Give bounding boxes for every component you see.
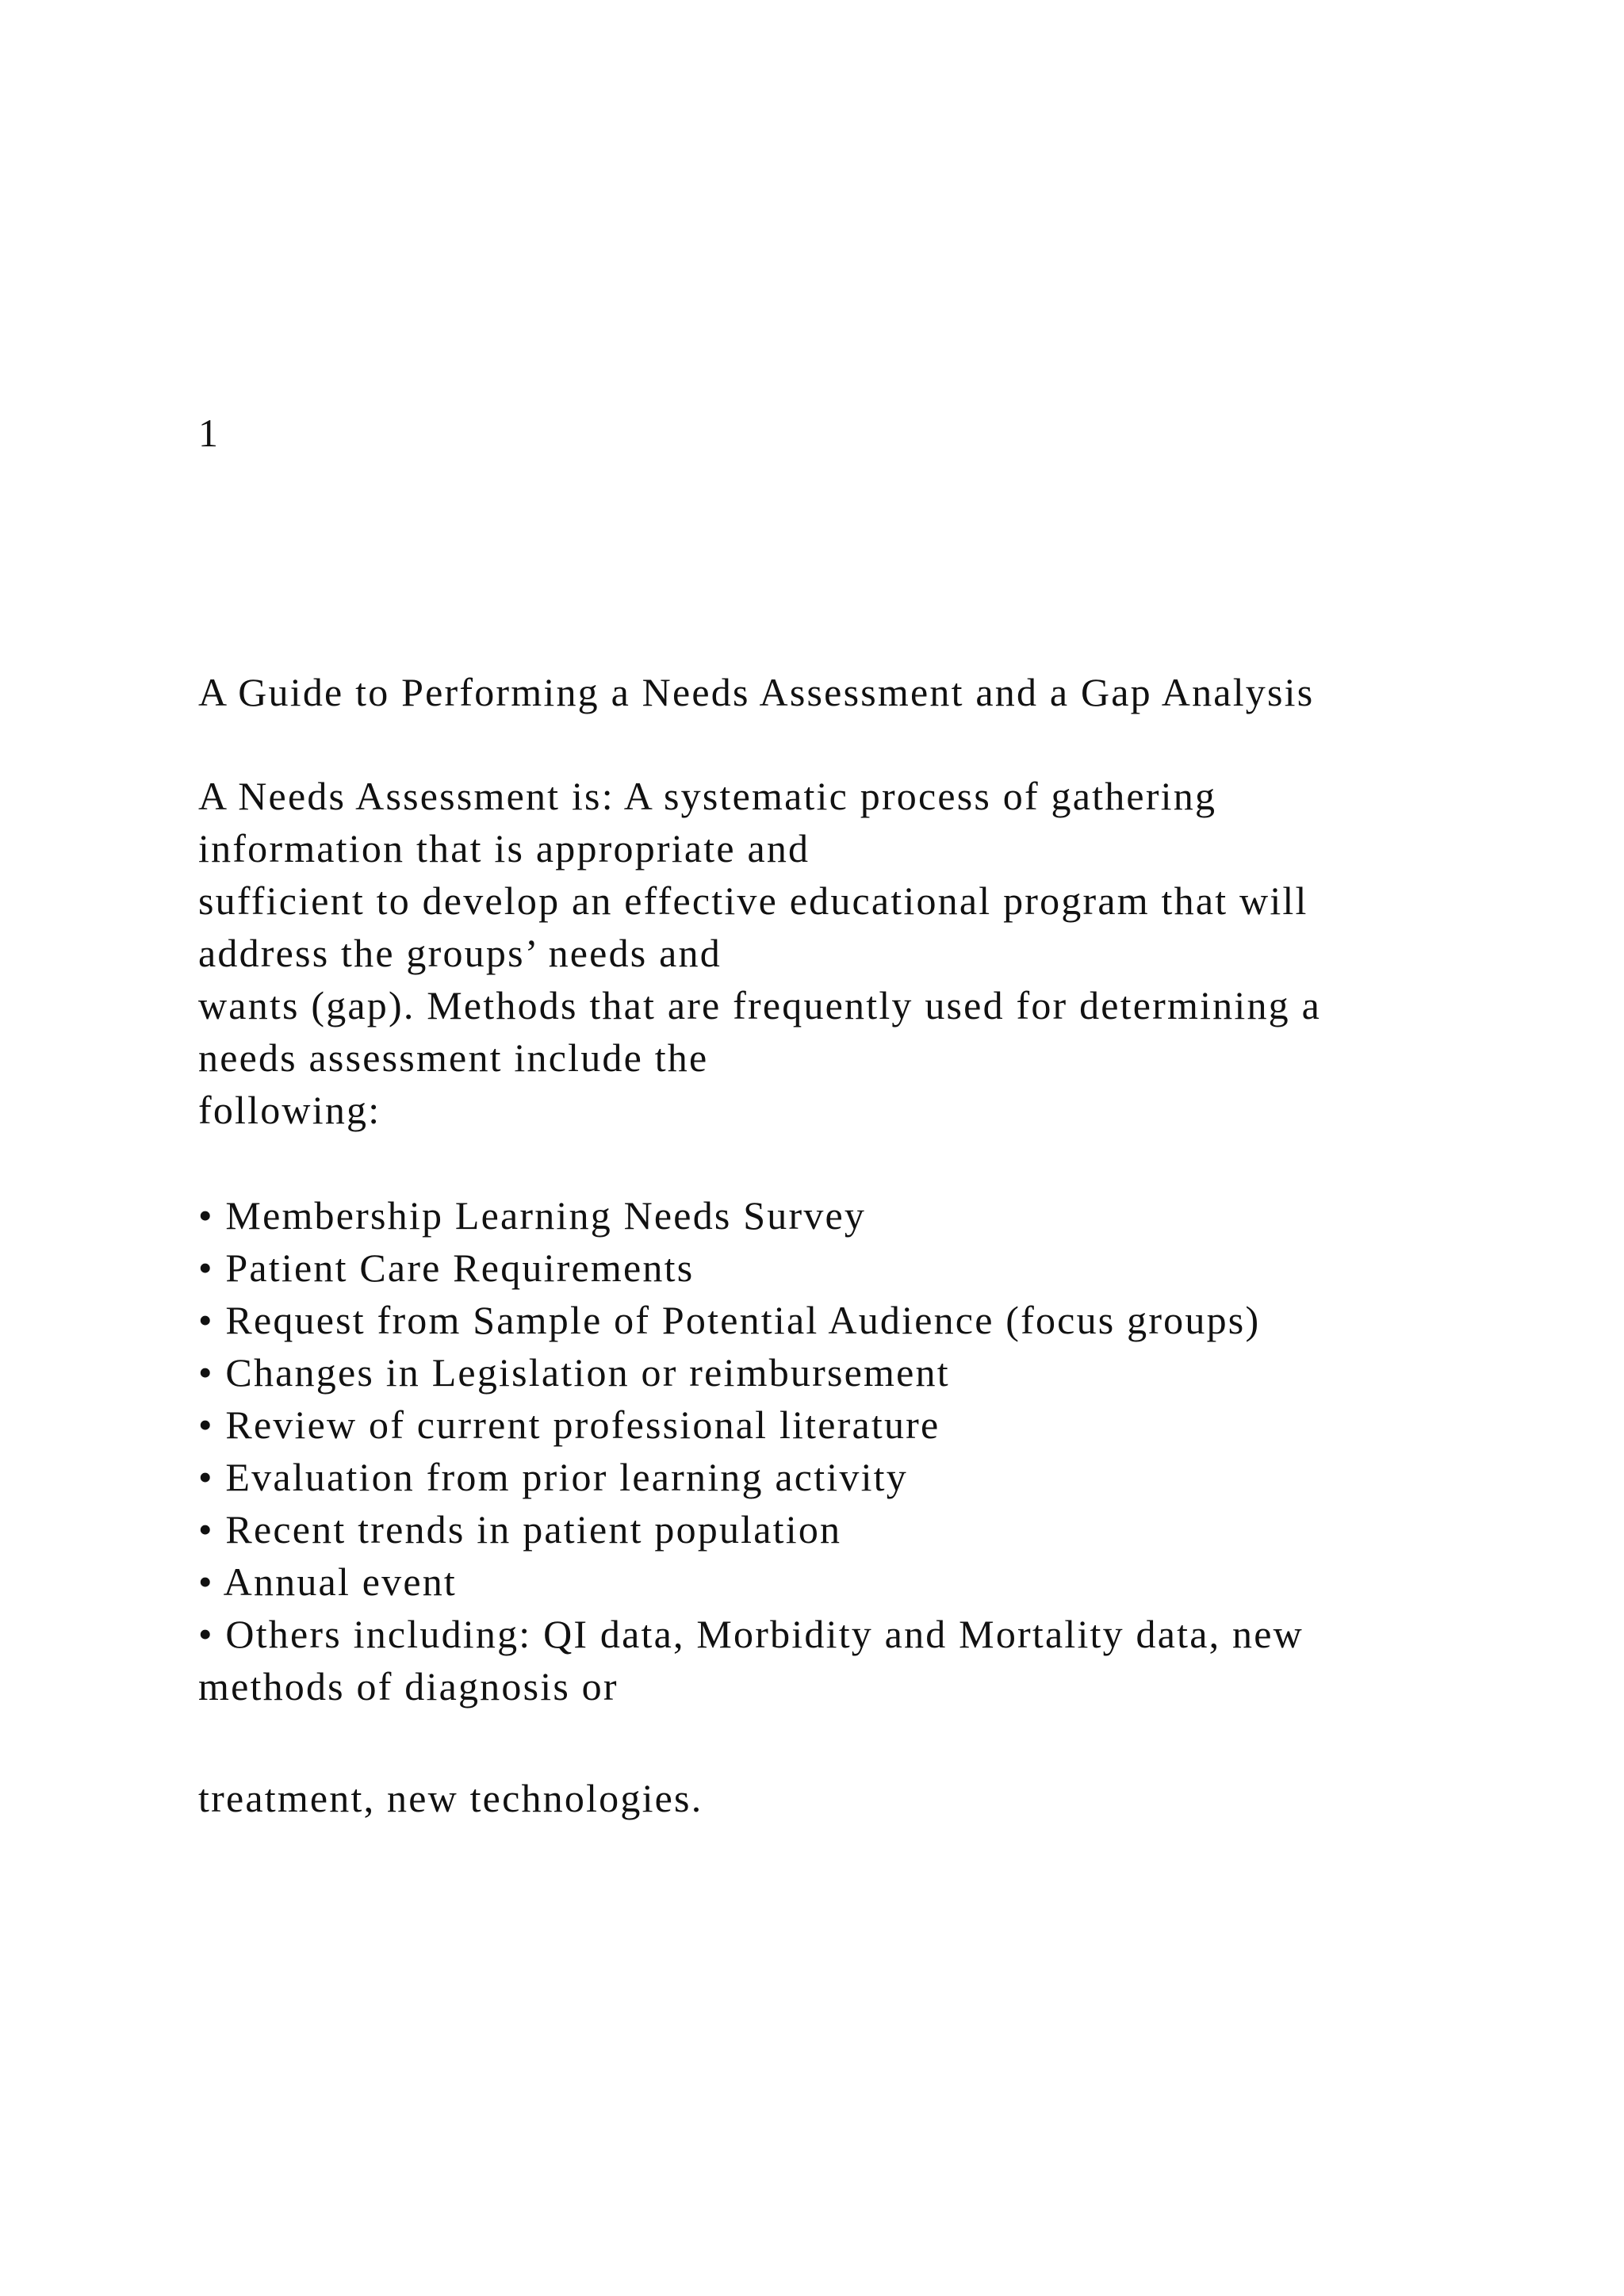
- document-title: A Guide to Performing a Needs Assessment and a Gap Analysis: [198, 670, 1315, 714]
- intro-line: information that is appropriate and: [198, 826, 810, 871]
- list-item-continuation: methods of diagnosis or: [198, 1664, 619, 1709]
- intro-line: sufficient to develop an effective educational program that will: [198, 878, 1308, 923]
- list-item: • Changes in Legislation or reimbursement: [198, 1350, 950, 1395]
- list-item: • Patient Care Requirements: [198, 1246, 695, 1290]
- list-item: • Recent trends in patient population: [198, 1507, 842, 1552]
- list-item: • Evaluation from prior learning activity: [198, 1455, 908, 1499]
- intro-line: needs assessment include the: [198, 1035, 709, 1080]
- intro-line: following:: [198, 1088, 381, 1132]
- closing-line: treatment, new technologies.: [198, 1776, 703, 1820]
- page-number: 1: [198, 411, 220, 455]
- intro-line: A Needs Assessment is: A systematic process of gathering: [198, 774, 1217, 818]
- list-item: • Membership Learning Needs Survey: [198, 1193, 867, 1238]
- intro-line: address the groups’ needs and: [198, 931, 722, 975]
- list-item: • Request from Sample of Potential Audience (focus groups): [198, 1298, 1261, 1342]
- intro-line: wants (gap). Methods that are frequently used for determining a: [198, 983, 1321, 1027]
- list-item: • Others including: QI data, Morbidity and Mortality data, new: [198, 1612, 1304, 1656]
- list-item: • Review of current professional literature: [198, 1402, 940, 1447]
- list-item: • Annual event: [198, 1559, 458, 1604]
